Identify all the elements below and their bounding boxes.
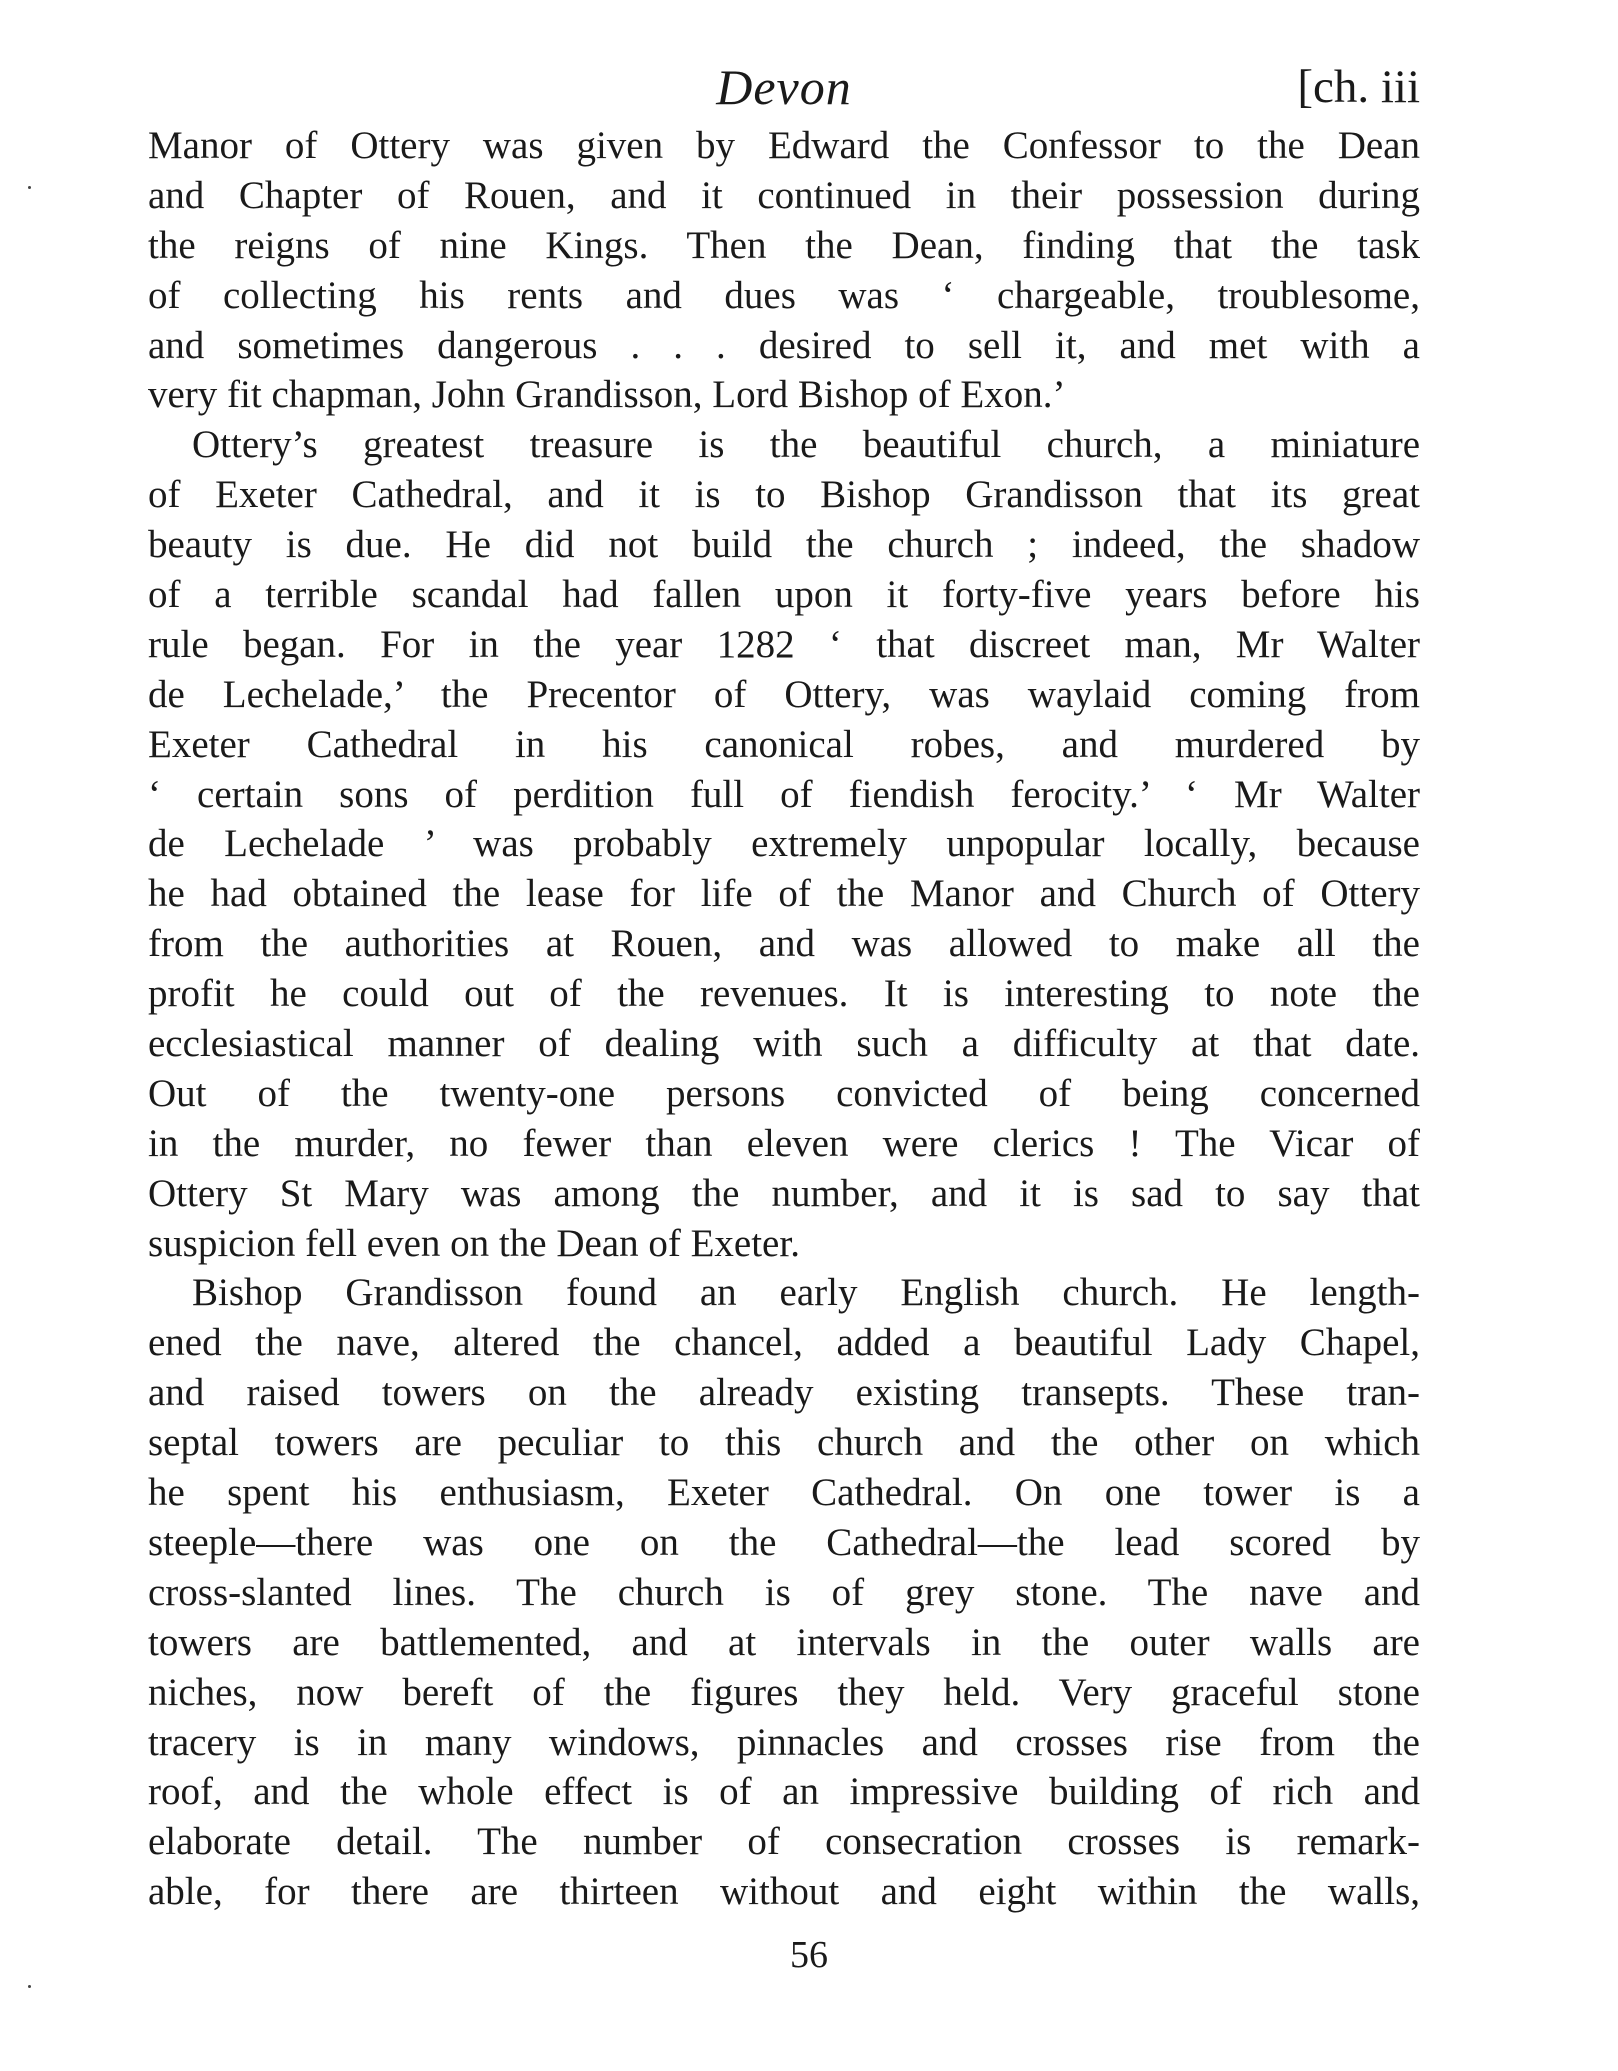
running-head <box>148 52 1420 122</box>
text-line: and sometimes dangerous . . . desired to sell it, and met with a <box>148 323 1420 367</box>
body-text <box>148 121 1420 1917</box>
text-line: ened the nave, altered the chancel, added a beautiful Lady Chapel, <box>148 1321 1420 1365</box>
scan-speck <box>28 186 31 189</box>
running-title: Devon <box>716 59 852 115</box>
text-line: of Exeter Cathedral, and it is to Bishop Grandisson that its great <box>148 473 1420 517</box>
text-line: able, for there are thirteen without and eight within the walls, <box>148 1870 1420 1914</box>
text-line: the reigns of nine Kings. Then the Dean, finding that the task <box>148 223 1420 267</box>
page-number: 56 <box>790 1934 828 1976</box>
text-line: Ottery’s greatest treasure is the beautiful church, a miniature <box>192 423 1420 467</box>
text-line: rule began. For in the year 1282 ‘ that discreet man, Mr Walter <box>148 622 1420 666</box>
text-line: ‘ certain sons of perdition full of fiendish ferocity.’ ‘ Mr Walter <box>148 772 1420 816</box>
chapter-reference: [ch. iii <box>1297 61 1420 113</box>
text-line: profit he could out of the revenues. It is interesting to note the <box>148 972 1420 1016</box>
text-line: suspicion fell even on the Dean of Exeter. <box>148 1221 800 1265</box>
text-line: de Lechelade,’ the Precentor of Ottery, was waylaid coming from <box>148 672 1420 716</box>
text-line: and raised towers on the already existing transepts. These tran- <box>148 1371 1420 1415</box>
text-line: Manor of Ottery was given by Edward the Confessor to the Dean <box>148 124 1420 167</box>
text-line: cross-slanted lines. The church is of grey stone. The nave and <box>148 1570 1420 1614</box>
text-line: septal towers are peculiar to this church and the other on which <box>148 1421 1420 1465</box>
text-line: ecclesiastical manner of dealing with such a difficulty at that date. <box>148 1022 1420 1066</box>
text-line: tracery is in many windows, pinnacles and crosses rise from the <box>148 1720 1420 1764</box>
text-line: Ottery St Mary was among the number, and it is sad to say that <box>148 1171 1420 1215</box>
text-line: and Chapter of Rouen, and it continued in their possession during <box>148 173 1420 217</box>
text-line: towers are battlemented, and at intervals in the outer walls are <box>148 1620 1420 1664</box>
scan-speck <box>28 1985 31 1988</box>
text-line: from the authorities at Rouen, and was allowed to make all the <box>148 922 1420 966</box>
text-line: of collecting his rents and dues was ‘ chargeable, troublesome, <box>148 273 1420 317</box>
text-line: very fit chapman, John Grandisson, Lord Bishop of Exon.’ <box>148 373 1066 417</box>
text-line: Bishop Grandisson found an early English church. He length- <box>192 1271 1420 1315</box>
text-line: Exeter Cathedral in his canonical robes, and murdered by <box>148 722 1420 766</box>
text-line: niches, now bereft of the figures they held. Very graceful stone <box>148 1670 1420 1714</box>
text-line: elaborate detail. The number of consecration crosses is remark- <box>148 1820 1420 1864</box>
text-line: steeple—there was one on the Cathedral—the lead scored by <box>148 1520 1420 1564</box>
text-line: beauty is due. He did not build the church ; indeed, the shadow <box>148 523 1420 567</box>
text-line: he spent his enthusiasm, Exeter Cathedral. On one tower is a <box>148 1471 1420 1515</box>
text-line: he had obtained the lease for life of the Manor and Church of Ottery <box>148 872 1420 916</box>
text-line: of a terrible scandal had fallen upon it forty-five years before his <box>148 573 1420 617</box>
text-line: roof, and the whole effect is of an impressive building of rich and <box>148 1770 1420 1814</box>
text-line: Out of the twenty-one persons convicted of being concerned <box>148 1071 1420 1115</box>
text-line: de Lechelade ’ was probably extremely unpopular locally, because <box>148 822 1420 866</box>
text-line: in the murder, no fewer than eleven were clerics ! The Vicar of <box>148 1121 1420 1165</box>
